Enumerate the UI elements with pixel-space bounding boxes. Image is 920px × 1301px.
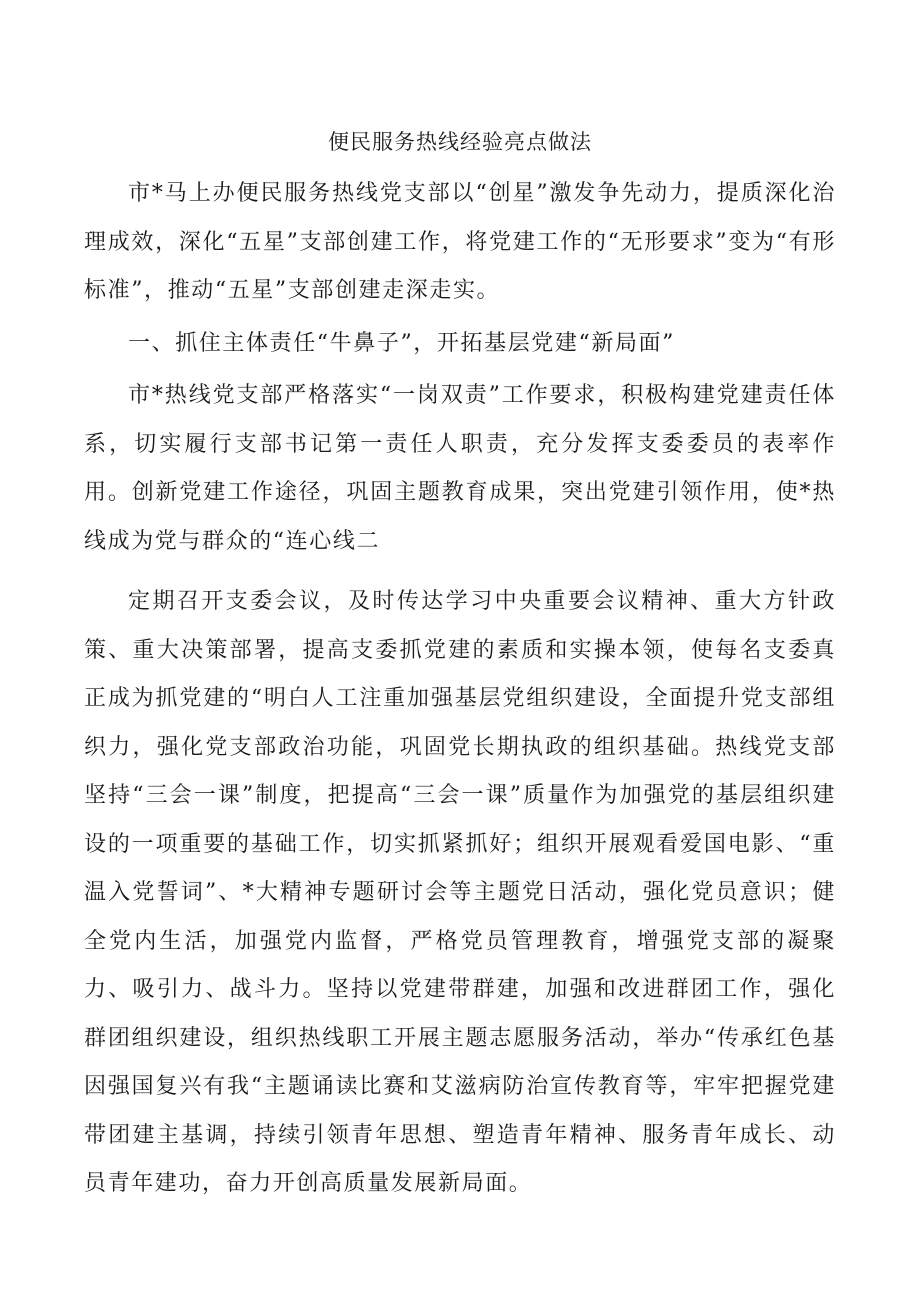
paragraph-responsibility: 市*热线党支部严格落实“一岗双责”工作要求，积极构建党建责任体系，切实履行支部书记第一责任人职责，充分发挥支委委员的表率作用。创新党建工作途径，巩固主题教育成果，突出党建引领作用，使*热线成为党与群众的“连心线二 [84, 383, 836, 554]
section-heading-1: 一、抓住主体责任“牛鼻子”，开拓基层党建“新局面” [128, 331, 675, 356]
paragraph-meetings: 定期召开支委会议，及时传达学习中央重要会议精神、重大方针政策、重大决策部署，提高支委抓党建的素质和实操本领，使每名支委真正成为抓党建的“明白人工注重加强基层党组织建设，全面提升党支部组织力，强化党支部政治功能，巩固党长期执政的组织基础。热线党支部坚持“三会一课”制度，把提高“三会一课”质量作为加强党的基层组织建设的一项重要的基础工作，切实抓紧抓好；组织开展观看爱国电影、“重温入党誓词”、*大精神专题研讨会等主题党日活动，强化党员意识；健全党内生活，加强党内监督，严格党员管理教育，增强党支部的凝聚力、吸引力、战斗力。坚持以党建带群建，加强和改进群团工作，强化群团组织建设，组织热线职工开展主题志愿服务活动，举办“传承红色基因强国复兴有我“主题诵读比赛和艾滋病防治宣传教育等，牢牢把握党建带团建主基调，持续引领青年思想、塑造青年精神、服务青年成长、动员青年建功，奋力开创高质量发展新局面。 [84, 589, 836, 1196]
document-title: 便民服务热线经验亮点做法 [328, 130, 592, 154]
paragraph-intro: 市*马上办便民服务热线党支部以“创星”激发争先动力，提质深化治理成效，深化“五星”支部创建工作，将党建工作的“无形要求”变为“有形标准”，推动“五星”支部创建走深走实。 [84, 181, 836, 303]
